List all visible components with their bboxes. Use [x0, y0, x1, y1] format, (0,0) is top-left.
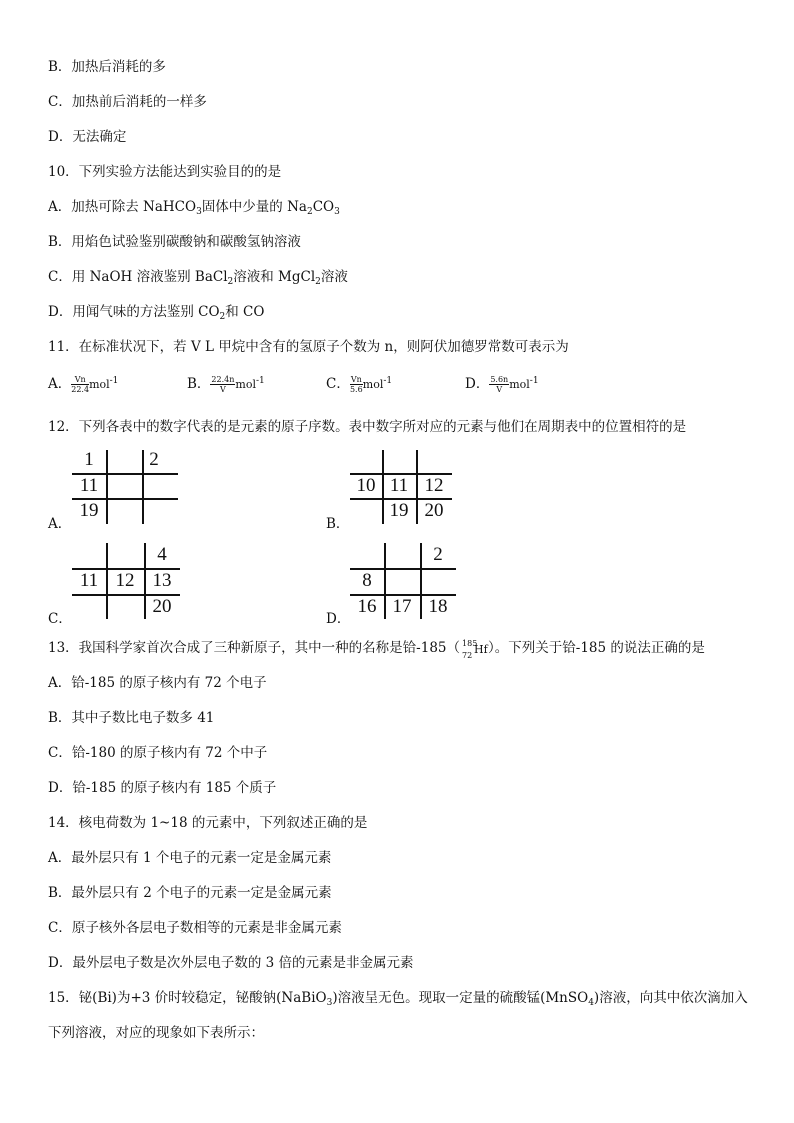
- q9-option-b: B．加热后消耗的多: [48, 59, 166, 75]
- q12-grid-c: [72, 543, 180, 619]
- grid-b-cell: 10: [356, 475, 376, 496]
- q12-grid-d: [350, 543, 456, 619]
- grid-d-cell: 18: [428, 596, 448, 617]
- grid-d-cell: 17: [392, 596, 412, 617]
- q14-option-b: B．最外层只有 2 个电子的元素一定是金属元素: [48, 885, 332, 901]
- q10-option-c: C．用 NaOH 溶液鉴别 BaCl$_2$溶液和 MgCl$_2$溶液: [48, 269, 348, 287]
- q11-option-c: C． $\frac{Vn}{5.6}$ mol$^{-1}$: [326, 375, 393, 394]
- grid-c-cell: 13: [152, 570, 172, 591]
- q12-grid-b: [350, 450, 452, 524]
- grid-a-cell: 2: [149, 449, 159, 470]
- q12-label-b: B．: [326, 516, 350, 532]
- q11-option-b: B． $\frac{22.4n}{V}$ mol$^{-1}$: [187, 375, 265, 394]
- q10-stem: 10．下列实验方法能达到实验目的的是: [48, 164, 282, 180]
- grid-c-cell: 20: [152, 596, 172, 617]
- grid-c-cell: 12: [115, 570, 135, 591]
- q15-stem-line2: 下列溶液，对应的现象如下表所示：: [48, 1025, 264, 1041]
- hafnium-nuclide-symbol: 185 72 Hf: [462, 638, 488, 660]
- q13-option-d: D．铪-185 的原子核内有 185 个质子: [48, 780, 277, 796]
- q15-stem-line1: 15．铋(Bi)为+3 价时较稳定，铋酸钠(NaBiO$_3$)溶液呈无色。现取一定量的硫酸锰(MnSO$_4$)溶液，向其中依次滴加入: [48, 990, 748, 1008]
- q10-option-d: D．用闻气味的方法鉴别 $CO_2$和 CO: [48, 304, 265, 322]
- q10-option-a: A．加热可除去 NaHCO$_3$固体中少量的 $Na_2CO_3$: [48, 199, 340, 217]
- q12-label-c: C．: [48, 611, 72, 627]
- q12-label-d: D．: [326, 611, 351, 627]
- q11-stem: 11．在标准状况下，若 V L 甲烷中含有的氢原子个数为 n，则阿伏加德罗常数可表示为: [48, 339, 569, 355]
- grid-c-cell: 11: [79, 570, 99, 591]
- grid-a-cell: 11: [79, 475, 99, 496]
- grid-d-cell: 2: [433, 544, 443, 565]
- q12-label-a: A．: [48, 516, 72, 532]
- q11-option-a: A． $\frac{Vn}{22.4}$ mol$^{-1}$: [48, 375, 119, 394]
- q12-stem: 12．下列各表中的数字代表的是元素的原子序数。表中数字所对应的元素与他们在周期表中的位置相符的是: [48, 419, 687, 435]
- grid-b-cell: 20: [424, 500, 444, 521]
- q14-option-d: D．最外层电子数是次外层电子数的 3 倍的元素是非金属元素: [48, 955, 414, 971]
- q12-grid-a: [72, 450, 178, 524]
- q9-option-c: C．加热前后消耗的一样多: [48, 94, 207, 110]
- q9-option-d: D．无法确定: [48, 129, 127, 145]
- q10-option-b: B．用焰色试验鉴别碳酸钠和碳酸氢钠溶液: [48, 234, 301, 250]
- q13-stem: 13．我国科学家首次合成了三种新原子，其中一种的名称是铪-185（ 185 72 Hf ）。下列关于铪-185 的说法正确的是: [48, 638, 705, 660]
- grid-a-cell: 19: [79, 500, 99, 521]
- grid-b-cell: 12: [424, 475, 444, 496]
- q13-option-c: C．铪-180 的原子核内有 72 个中子: [48, 745, 268, 761]
- q11-option-d: D． $\frac{5.6n}{V}$ mol$^{-1}$: [465, 375, 539, 394]
- grid-d-cell: 16: [357, 596, 377, 617]
- grid-c-cell: 4: [157, 544, 167, 565]
- q14-stem: 14．核电荷数为 1~18 的元素中，下列叙述正确的是: [48, 815, 368, 831]
- grid-b-cell: 11: [389, 475, 409, 496]
- q14-option-a: A．最外层只有 1 个电子的元素一定是金属元素: [48, 850, 332, 866]
- q14-option-c: C．原子核外各层电子数相等的元素是非金属元素: [48, 920, 342, 936]
- grid-b-cell: 19: [389, 500, 409, 521]
- grid-d-cell: 8: [362, 570, 372, 591]
- q13-option-a: A．铪-185 的原子核内有 72 个电子: [48, 675, 267, 691]
- q13-option-b: B．其中子数比电子数多 41: [48, 710, 215, 726]
- grid-a-cell: 1: [84, 449, 94, 470]
